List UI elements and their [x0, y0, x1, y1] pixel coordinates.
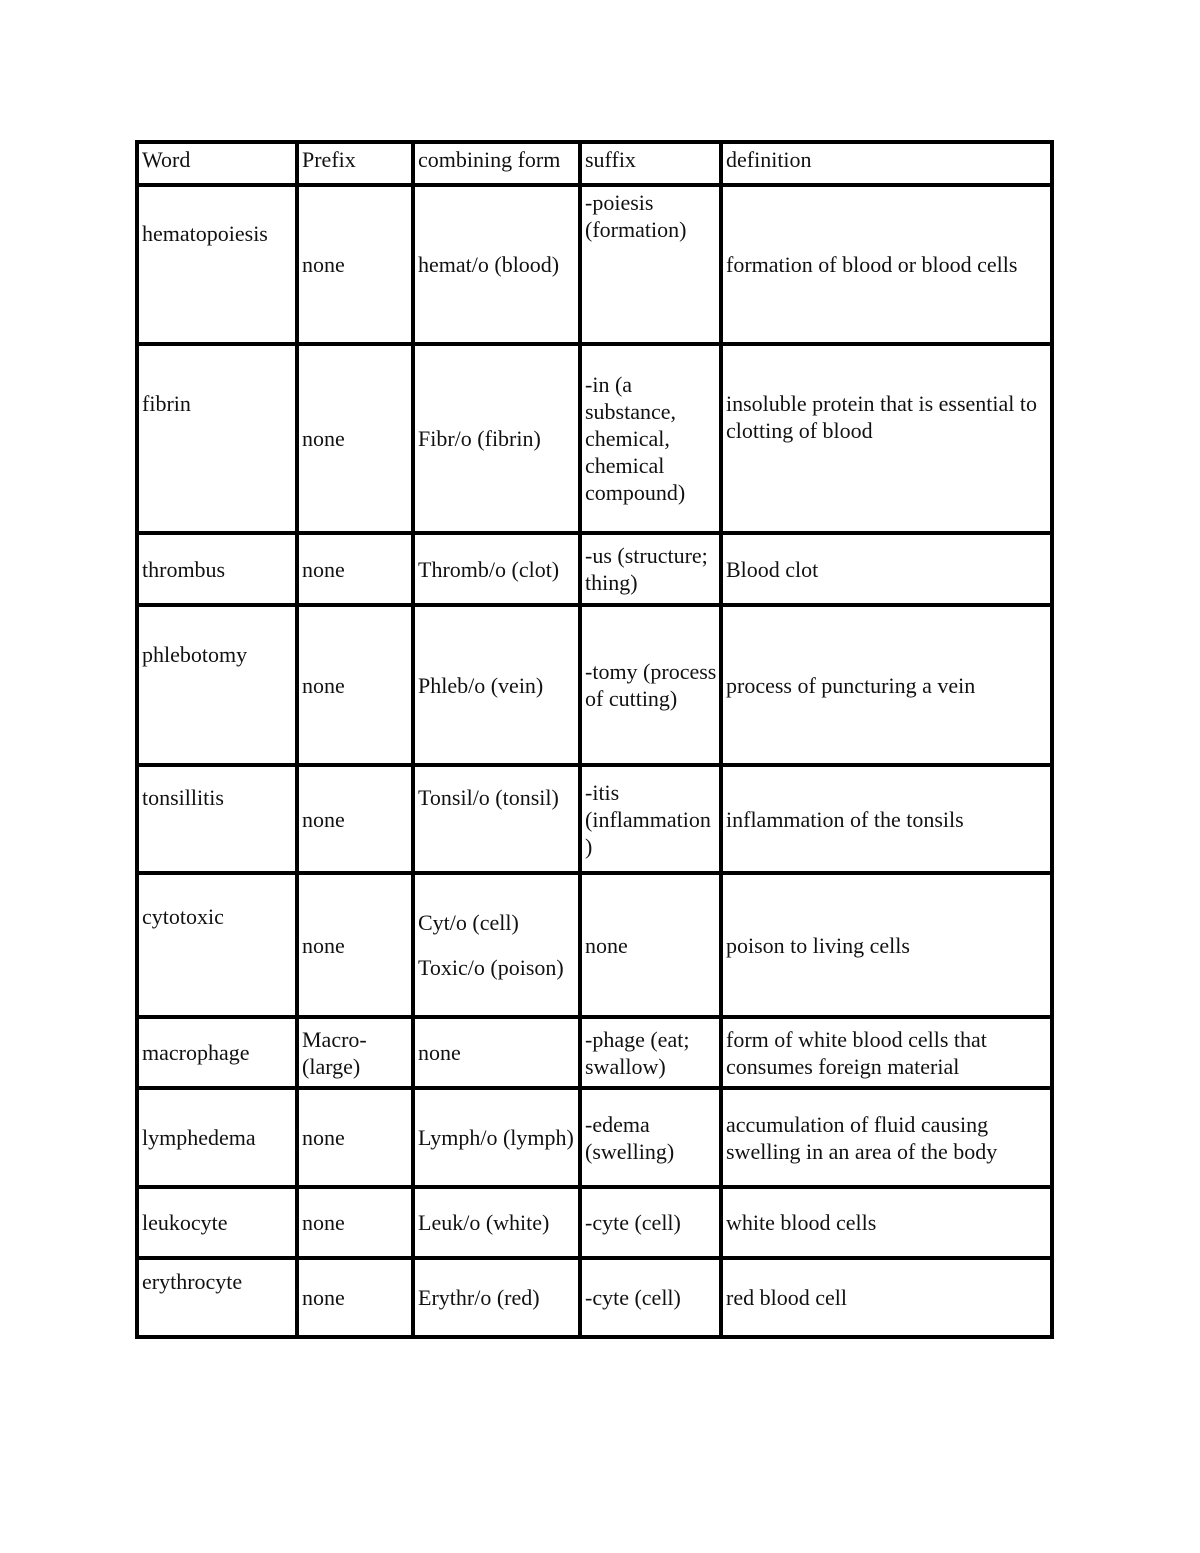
cell-word: fibrin	[137, 344, 297, 533]
cell-combining-form	[413, 873, 580, 1017]
medical-terms-table	[135, 140, 1054, 1339]
table-row	[137, 605, 1052, 765]
combining-form-line: Toxic/o (poison)	[418, 955, 564, 980]
cell-suffix: -cyte (cell)	[580, 1187, 721, 1258]
combining-form-line: Cyt/o (cell)	[418, 910, 519, 935]
cell-word: phlebotomy	[137, 605, 297, 765]
cell-definition: insoluble protein that is essential to clotting of blood	[721, 344, 1052, 533]
cell-suffix: -cyte (cell)	[580, 1258, 721, 1337]
cell-combining-form: Phleb/o (vein)	[413, 605, 580, 765]
cell-combining-form: Erythr/o (red)	[413, 1258, 580, 1337]
cell-suffix: -edema (swelling)	[580, 1088, 721, 1187]
cell-prefix: Macro- (large)	[297, 1017, 413, 1088]
table-row	[137, 533, 1052, 605]
cell-definition: formation of blood or blood cells	[721, 185, 1052, 344]
cell-word: lymphedema	[137, 1088, 297, 1187]
cell-combining-form: hemat/o (blood)	[413, 185, 580, 344]
cell-definition: white blood cells	[721, 1187, 1052, 1258]
cell-suffix: -in (a substance, chemical, chemical compound)	[580, 344, 721, 533]
cell-prefix: none	[297, 605, 413, 765]
cell-prefix: none	[297, 873, 413, 1017]
cell-prefix: none	[297, 1258, 413, 1337]
cell-suffix: -tomy (process of cutting)	[580, 605, 721, 765]
cell-prefix: none	[297, 765, 413, 873]
table-header-row	[137, 142, 1052, 185]
cell-prefix: none	[297, 1088, 413, 1187]
cell-word: erythrocyte	[137, 1258, 297, 1337]
cell-definition: Blood clot	[721, 533, 1052, 605]
cell-word: tonsillitis	[137, 765, 297, 873]
cell-combining-form: Tonsil/o (tonsil)	[413, 765, 580, 873]
header-combining-form: combining form	[413, 142, 580, 185]
cell-prefix: none	[297, 185, 413, 344]
cell-word: thrombus	[137, 533, 297, 605]
cell-definition: red blood cell	[721, 1258, 1052, 1337]
header-prefix: Prefix	[297, 142, 413, 185]
cell-definition: poison to living cells	[721, 873, 1052, 1017]
cell-prefix: none	[297, 344, 413, 533]
header-suffix: suffix	[580, 142, 721, 185]
cell-definition: form of white blood cells that consumes foreign material	[721, 1017, 1052, 1088]
header-word: Word	[137, 142, 297, 185]
cell-suffix: -us (structure; thing)	[580, 533, 721, 605]
cell-word: cytotoxic	[137, 873, 297, 1017]
cell-combining-form: Lymph/o (lymph)	[413, 1088, 580, 1187]
cell-combining-form: none	[413, 1017, 580, 1088]
cell-suffix: -phage (eat; swallow)	[580, 1017, 721, 1088]
cell-word: hematopoiesis	[137, 185, 297, 344]
cell-prefix: none	[297, 533, 413, 605]
cell-combining-form: Leuk/o (white)	[413, 1187, 580, 1258]
cell-suffix: -itis (inflammation)	[580, 765, 721, 873]
cell-suffix: none	[580, 873, 721, 1017]
table-row	[137, 873, 1052, 1017]
cell-definition: accumulation of fluid causing swelling in an area of the body	[721, 1088, 1052, 1187]
cell-word: leukocyte	[137, 1187, 297, 1258]
cell-definition: inflammation of the tonsils	[721, 765, 1052, 873]
table-row	[137, 1017, 1052, 1088]
cell-suffix: -poiesis (formation)	[580, 185, 721, 344]
cell-combining-form: Thromb/o (clot)	[413, 533, 580, 605]
table-row	[137, 1187, 1052, 1258]
table-row	[137, 344, 1052, 533]
cell-definition: process of puncturing a vein	[721, 605, 1052, 765]
table-row	[137, 1088, 1052, 1187]
table-row	[137, 185, 1052, 344]
cell-word: macrophage	[137, 1017, 297, 1088]
header-definition: definition	[721, 142, 1052, 185]
cell-prefix: none	[297, 1187, 413, 1258]
table-row	[137, 765, 1052, 873]
table-row	[137, 1258, 1052, 1337]
cell-combining-form: Fibr/o (fibrin)	[413, 344, 580, 533]
